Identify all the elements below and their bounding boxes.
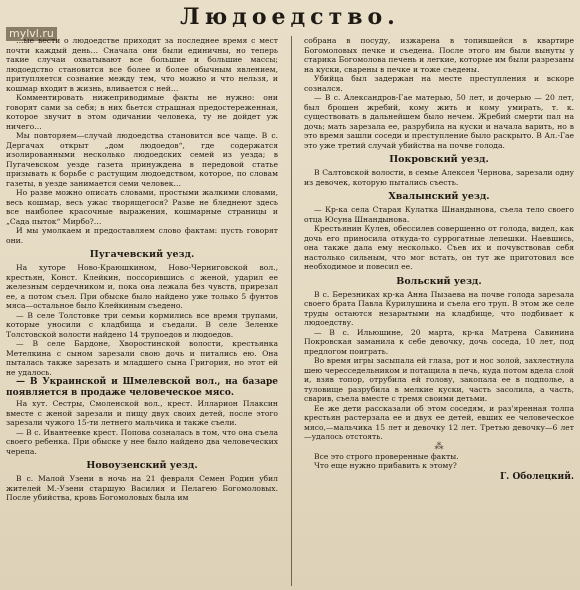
paragraph: — В селе Толстовке три семьи кормились все время трупами, которые уносили с кладбища и съедали. В селе Зеленке Толстовской волости найдено 14 трупоедов и людоедов.: [6, 310, 278, 339]
paragraph: — Кр-ка села Старая Кулатка Шнандынова, съела тело своего отца Юсуна Шнандынова.: [304, 205, 574, 224]
paragraph: И мы умолкаем и предоставляем слово фактам: пусть говорят они.: [6, 226, 278, 245]
paragraph: На хуторе Ново-Краюшкином, Ново-Черниговской вол., крестьян, Конст. Клейкин, поссорившись с женой, ударил ее железным сердечником и, пока она лежала без чувств, прирезал ее, а потом съел. При обыске было найдено уже только 5 фунтов мяса—остальное было Клейкиным съедено.: [6, 263, 278, 310]
paragraph: На хут. Сестры, Смоленской вол., крест. Илларион Плаксин вместе с женой зарезали и пищу двух своих детей, после этого зарезали чужого 15-ти летнего мальчика и также съели.: [6, 399, 278, 427]
paragraph: — В с. Ильюшине, 20 марта, кр-ка Матрена Савинина Покровская заманила к себе девочку, дочь соседа, 10 лет, под предлогом поиграть.: [304, 327, 574, 356]
article-title: Людоедство.: [180, 4, 400, 30]
closing-line: Что еще нужно прибавить к этому?: [314, 461, 457, 470]
watermark: mylvl.ru: [6, 27, 57, 41]
paragraph: — В с. Александров-Гае матерью, 50 лет, и дочерью — 20 лет, был брошен жребий, кому жить и кому умирать, т. к. существовать в дальнейшем было нечем. Жребий смерти пал на дочь; мать зарезала ее, разрубила на куски и начала варить, но в это время зашли соседи и преступление было раскрыто. В Ал.-Гае это уже третий случай убийства на почве голода.: [304, 93, 574, 150]
paragraph: Ее же дети рассказали об этом соседям, и раз'яренная толпа крестьян растерзала ее и двух ее детей, евших ее человеческое мясо,—мальчика 15 лет и девочку 12 лет. Третью девочку—6 лет—удалось отстоять.: [304, 403, 574, 441]
section-heading-khvalynsk: Хвалынский уезд.: [388, 191, 490, 202]
section-heading-pugachev: Пугачевский уезд.: [89, 249, 195, 260]
paragraph: Мы повторяем—случай людоедства становится все чаще. В с. Дергачах открыт „дом людоедов“, где содержатся изолированными несколько людоедских семей из уезда; в Пугачевском уезде газета принуждена в передовой статье призывать к борьбе с растущим людоедством, которое, по словам газеты, в уезде занимается семи человек…: [6, 131, 278, 188]
paragraph: собрана в посуду, изжарена в топившейся в квартире Богомоловых печке и съедена. После этого им были вынуты у старика Богомолова печень и легкие, которые им были разрезаны на куски, сварены в печке и тоже съедены.: [304, 36, 574, 74]
paragraph: Комментировать нижеприводимые факты не нужно: они говорят сами за себя; в них бьется страшная предостереженная, которое звучит в этом одичании человека, ту не дойдет уж ничего…: [6, 93, 278, 131]
column-right: [304, 36, 574, 584]
column-left: [6, 36, 278, 584]
bold-paragraph: — В Украинской и Шмелевской вол., на базаре появляется в продаже человеческое мясо.: [6, 377, 278, 398]
section-heading-pokrov: Покровский уезд.: [389, 154, 489, 165]
author-signature: Г. Оболецкий.: [499, 471, 574, 482]
paragraph: В с. Березниках кр-ка Анна Пызаева на почве голода зарезала своего брата Павла Курилушина и съела его труп. В этом же селе труды остаются незарытыми на кладбище, что подбивает к людоедству.: [304, 289, 574, 327]
section-heading-novouzen: Новоузенский уезд.: [86, 460, 198, 471]
section-heading-volsk: Вольский уезд.: [396, 275, 482, 287]
ornament: ⁂: [434, 441, 444, 452]
column-divider: [291, 36, 292, 586]
paragraph: Крестьянин Кулев, обессилев совершенно от голода, видел, как дочь его приносила откуда-то суррогатные лепешки. Наевшись, она также дала ему несколько. Съев их и почувствовав себя настолько сильным, что мог встать, он тут же приготовил все необходимое и повесил ее.: [304, 224, 574, 271]
paragraph: — В селе Бардоне, Хворостинской волости, крестьянка Метелкина с сыном зарезали свою дочь и питались ею. Она пыталась также зарезать и младшего сына Григория, но этот ей не удалось.: [6, 339, 278, 377]
paragraph: Убийца был задержан на месте преступления и вскоре сознался.: [304, 74, 574, 93]
paragraph: — В с. Ивантеевке крест. Попова созналась в том, что она съела своего ребенка. При обыске у нее было найдено два человеческих черепа.: [6, 427, 278, 456]
paragraph: …ые вести о людоедстве приходят за последнее время с мест почти каждый день… Сначала они были единичны, но теперь такие случаи охватывают все большие и большие массы; людоедство становится все более и более обычным явлением, притупляется сознание между тем, что можно и что нельзя, и кошмар входит в жизнь, вливается с ней…: [6, 36, 278, 93]
paragraph: В с. Малой Узени в ночь на 21 февраля Семен Родин убил жителей М.-Узени старшую Василия и Пелагею Богомоловых. После убийства, кровь Богомоловых была им: [6, 474, 278, 502]
paragraph: Но разве можно описать словами, простыми жалкими словами, весь кошмар, весь ужас творящегося? Разве не бледнеют здесь все наиболее красочные выражения, кошмарные страницы и „Сада пыток“ Мирбо?…: [6, 188, 278, 226]
paragraph: В Салтовской волости, в семье Алексея Чернова, зарезали одну из девочек, которую пытались съесть.: [304, 168, 574, 187]
paragraph: Во время игры засыпала ей глаза, рот и нос золой, захлестнула шею чересседельником и потащила в печь, куда потом вдела слой и, взяв топор, отрубила ей голову, закопала ее в подполье, а туловище разрубила в мелкие куски, часть засолила, а часть, сварив, съела вместе с тремя своими детьми.: [304, 356, 574, 403]
closing-line: Все это строго проверенные факты.: [314, 451, 459, 461]
